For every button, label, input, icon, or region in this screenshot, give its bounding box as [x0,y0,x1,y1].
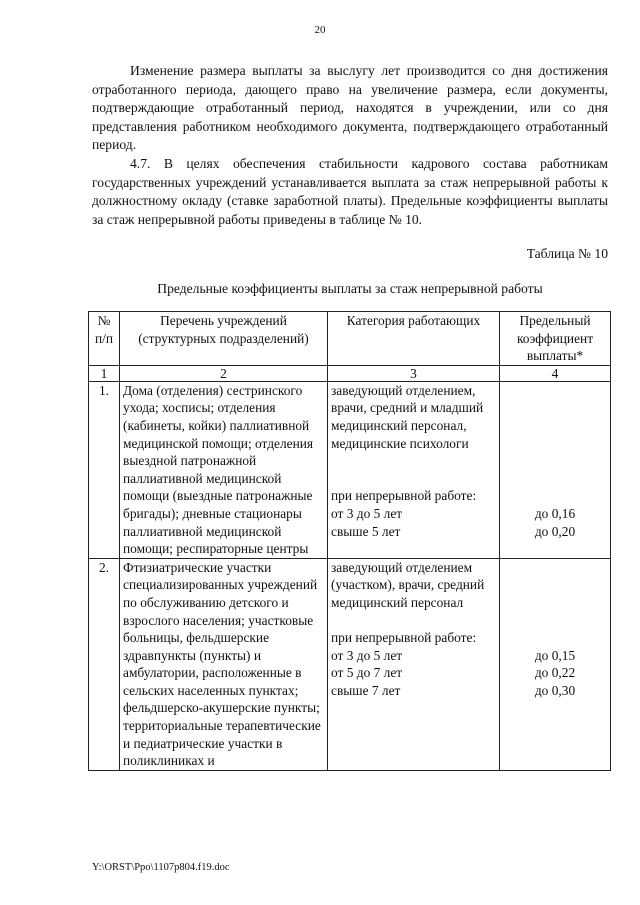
coefficient-value: до 0,30 [534,682,576,698]
coefficient-value: до 0,22 [534,665,576,681]
header-num: № п/п [89,312,120,366]
row-category [328,558,500,770]
coefficient-value: до 0,15 [534,647,576,663]
index-cell: 4 [500,365,611,381]
index-cell: 2 [120,365,328,381]
row-institutions: Дома (отделения) сестринского ухода; хосписы; отделения (кабинеты, койки) паллиативной медицинской помощи; отделения выездной патронажной паллиативной медицинской помощи (выездные патронажные бригады); дневные стационары паллиативной медицинской помощи; респираторные центры [120,381,328,558]
row-num: 1. [89,381,120,558]
header-institutions: Перечень учреждений (структурных подразделений) [120,312,328,366]
table-row [89,381,611,558]
coefficient-value: до 0,20 [534,523,576,539]
table-header-row [89,312,611,366]
coefficients-table [88,311,611,771]
coefficient-value: до 0,16 [534,505,576,521]
row-coefficient [500,558,611,770]
row-category [328,381,500,558]
period: от 3 до 5 лет [331,505,403,521]
category-text: заведующий отделением (участком), врачи, средний медицинский персонал [331,559,485,610]
table-label: Таблица № 10 [526,246,608,261]
row-institutions: Фтизиатрические участки специализированных учреждений по обслуживанию детского и взрослого населения; участковые больницы, фельдшерские здравпункты (пункты) и амбулатории, расположенные в сельских населенных пунктах; фельдшерско-акушерские пункты; территориальные терапевтические и педиатрические участки в поликлиниках и [120,558,328,770]
category-text: заведующий отделением, врачи, средний и младший медицинский персонал, медицинские психологи [331,382,484,451]
row-num: 2. [89,558,120,770]
index-cell: 1 [89,365,120,381]
paragraph: Изменение размера выплаты за выслугу лет производится со дня достижения отработанного периода, дающего право на увеличение размера, если документы, подтверждающие отработанный период, находятся в учреждении, или со дня представления работником необходимого документа, подтверждающего отработанный период. [92,63,608,153]
condition-text: при непрерывной работе: [331,630,477,646]
table-index-row [89,365,611,381]
period: свыше 5 лет [331,523,401,539]
header-coefficient: Предельный коэффициент выплаты* [500,312,611,366]
period: от 3 до 5 лет [331,647,403,663]
table-title: Предельные коэффициенты выплаты за стаж непрерывной работы [157,281,543,296]
period: свыше 7 лет [331,682,401,698]
condition-text: при непрерывной работе: [331,488,477,504]
header-category: Категория работающих [328,312,500,366]
table-row [89,558,611,770]
body-text [92,62,608,229]
footer-file-path: Y:\ORST\Ppo\1107p804.f19.doc [92,862,230,873]
index-cell: 3 [328,365,500,381]
row-coefficient [500,381,611,558]
period: от 5 до 7 лет [331,665,403,681]
paragraph: 4.7. В целях обеспечения стабильности кадрового состава работникам государственных учреждений устанавливается выплата за стаж непрерывной работы к должностному окладу (ставке заработной платы). Предельные коэффициенты выплаты за стаж непрерывной работы приведены в таблице № 10. [92,155,608,227]
page-number: 20 [314,24,326,36]
